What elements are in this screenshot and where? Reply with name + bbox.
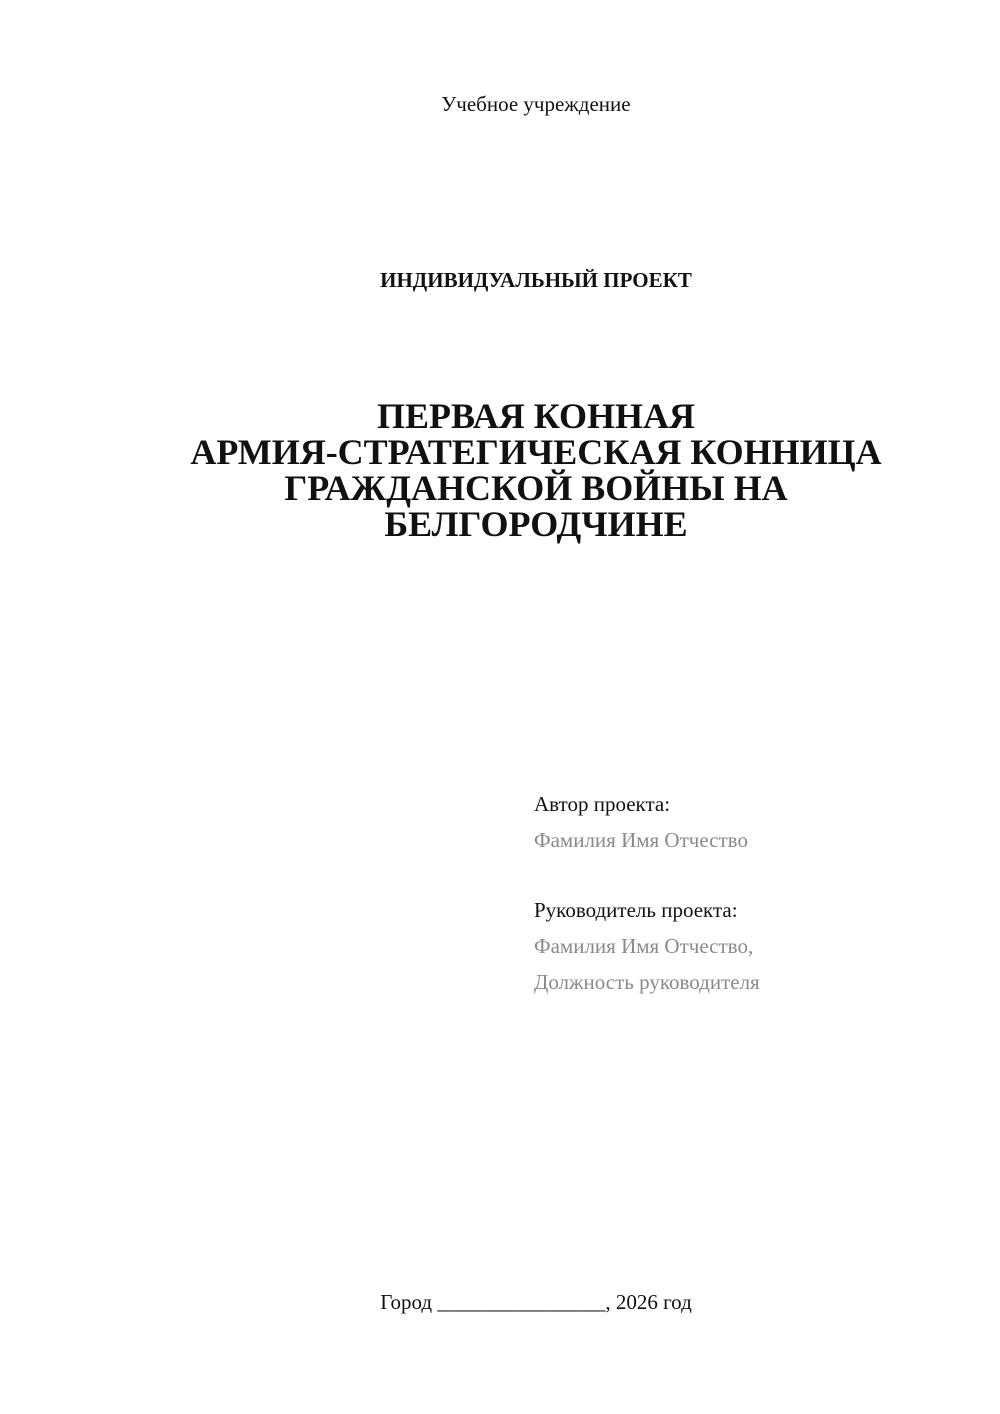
institution-name: Учебное учреждение [441, 92, 631, 116]
supervisor-name: Фамилия Имя Отчество, [534, 934, 754, 958]
title-line-4: БЕЛГОРОДЧИНЕ [384, 504, 688, 544]
supervisor-position: Должность руководителя [534, 970, 760, 994]
supervisor-block [534, 892, 760, 1000]
author-block [534, 786, 748, 858]
title-line-1: ПЕРВАЯ КОННАЯ [377, 396, 695, 436]
city-year-line: Город ________________, 2026 год [380, 1290, 692, 1314]
title-line-2: АРМИЯ-СТРАТЕГИЧЕСКАЯ КОННИЦА [190, 432, 882, 472]
project-title [0, 398, 1000, 542]
supervisor-label: Руководитель проекта: [534, 898, 738, 922]
author-label: Автор проекта: [534, 792, 671, 816]
title-line-3: ГРАЖДАНСКОЙ ВОЙНЫ НА [284, 468, 788, 508]
author-name: Фамилия Имя Отчество [534, 828, 748, 852]
project-type-heading: ИНДИВИДУАЛЬНЫЙ ПРОЕКТ [380, 268, 692, 292]
